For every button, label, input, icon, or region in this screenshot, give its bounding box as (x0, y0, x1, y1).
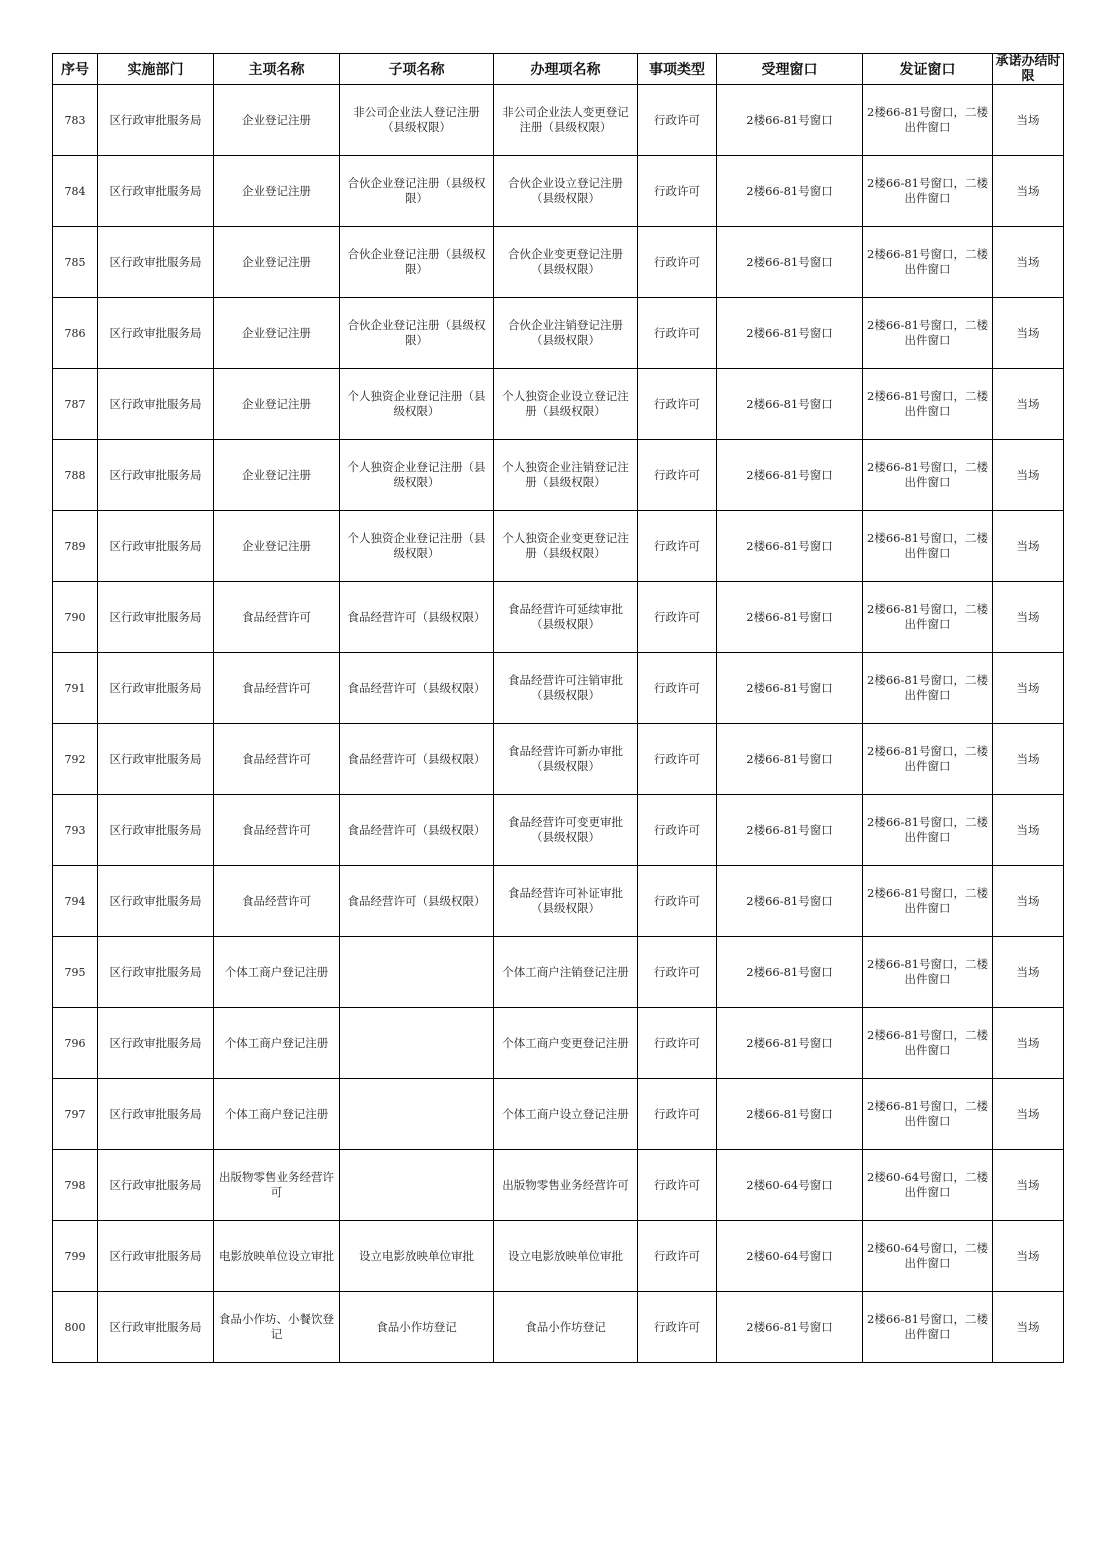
document-page (52, 53, 1063, 1363)
handling-item-cell: 食品经营许可新办审批（县级权限） (494, 724, 638, 795)
handling-item-cell: 合伙企业设立登记注册（县级权限） (494, 156, 638, 227)
department-cell: 区行政审批服务局 (98, 1079, 214, 1150)
handling-item-cell: 非公司企业法人变更登记注册（县级权限） (494, 85, 638, 156)
department-cell: 区行政审批服务局 (98, 227, 214, 298)
acceptance-window-cell: 2楼66-81号窗口 (717, 85, 863, 156)
issuing-window-cell: 2楼66-81号窗口，二楼出件窗口 (863, 795, 993, 866)
main-item-cell: 个体工商户登记注册 (214, 1079, 340, 1150)
department-cell: 区行政审批服务局 (98, 1008, 214, 1079)
acceptance-window-cell: 2楼66-81号窗口 (717, 582, 863, 653)
row-index-cell: 797 (53, 1079, 98, 1150)
main-item-cell: 企业登记注册 (214, 511, 340, 582)
department-cell: 区行政审批服务局 (98, 1292, 214, 1363)
row-index-cell: 783 (53, 85, 98, 156)
table-row (53, 298, 1064, 369)
time-limit-cell: 当场 (993, 156, 1064, 227)
row-index-cell: 792 (53, 724, 98, 795)
department-cell: 区行政审批服务局 (98, 653, 214, 724)
handling-item-cell: 个体工商户变更登记注册 (494, 1008, 638, 1079)
table-row (53, 1008, 1064, 1079)
issuing-window-cell: 2楼66-81号窗口，二楼出件窗口 (863, 440, 993, 511)
row-index-cell: 790 (53, 582, 98, 653)
sub-item-cell: 食品经营许可（县级权限） (340, 653, 494, 724)
table-row (53, 1292, 1064, 1363)
header-time-limit-label: 承诺办结时限 (995, 54, 1061, 84)
time-limit-cell: 当场 (993, 1292, 1064, 1363)
item-type-cell: 行政许可 (638, 1221, 717, 1292)
time-limit-cell: 当场 (993, 795, 1064, 866)
time-limit-cell: 当场 (993, 866, 1064, 937)
header-index: 序号 (53, 54, 98, 85)
sub-item-cell: 个人独资企业登记注册（县级权限） (340, 511, 494, 582)
time-limit-cell: 当场 (993, 653, 1064, 724)
acceptance-window-cell: 2楼60-64号窗口 (717, 1221, 863, 1292)
sub-item-cell: 非公司企业法人登记注册（县级权限） (340, 85, 494, 156)
row-index-cell: 791 (53, 653, 98, 724)
main-item-cell: 食品经营许可 (214, 724, 340, 795)
issuing-window-cell: 2楼66-81号窗口，二楼出件窗口 (863, 937, 993, 1008)
row-index-cell: 795 (53, 937, 98, 1008)
time-limit-cell: 当场 (993, 724, 1064, 795)
handling-item-cell: 设立电影放映单位审批 (494, 1221, 638, 1292)
sub-item-cell: 合伙企业登记注册（县级权限） (340, 298, 494, 369)
main-item-cell: 食品经营许可 (214, 653, 340, 724)
row-index-cell: 786 (53, 298, 98, 369)
time-limit-cell: 当场 (993, 298, 1064, 369)
department-cell: 区行政审批服务局 (98, 1221, 214, 1292)
department-cell: 区行政审批服务局 (98, 369, 214, 440)
acceptance-window-cell: 2楼60-64号窗口 (717, 1150, 863, 1221)
item-type-cell: 行政许可 (638, 298, 717, 369)
item-type-cell: 行政许可 (638, 937, 717, 1008)
department-cell: 区行政审批服务局 (98, 85, 214, 156)
table-row (53, 1150, 1064, 1221)
department-cell: 区行政审批服务局 (98, 298, 214, 369)
item-type-cell: 行政许可 (638, 1079, 717, 1150)
sub-item-cell: 食品经营许可（县级权限） (340, 866, 494, 937)
row-index-cell: 784 (53, 156, 98, 227)
issuing-window-cell: 2楼66-81号窗口，二楼出件窗口 (863, 866, 993, 937)
table-row (53, 156, 1064, 227)
issuing-window-cell: 2楼66-81号窗口，二楼出件窗口 (863, 582, 993, 653)
handling-item-cell: 合伙企业注销登记注册（县级权限） (494, 298, 638, 369)
header-handling-item: 办理项名称 (494, 54, 638, 85)
table-row (53, 937, 1064, 1008)
issuing-window-cell: 2楼66-81号窗口，二楼出件窗口 (863, 85, 993, 156)
issuing-window-cell: 2楼66-81号窗口，二楼出件窗口 (863, 653, 993, 724)
time-limit-cell: 当场 (993, 227, 1064, 298)
issuing-window-cell: 2楼60-64号窗口，二楼出件窗口 (863, 1221, 993, 1292)
item-type-cell: 行政许可 (638, 156, 717, 227)
issuing-window-cell: 2楼66-81号窗口，二楼出件窗口 (863, 156, 993, 227)
handling-item-cell: 食品经营许可补证审批（县级权限） (494, 866, 638, 937)
main-item-cell: 企业登记注册 (214, 298, 340, 369)
table-row (53, 1221, 1064, 1292)
row-index-cell: 787 (53, 369, 98, 440)
main-item-cell: 食品经营许可 (214, 866, 340, 937)
item-type-cell: 行政许可 (638, 369, 717, 440)
department-cell: 区行政审批服务局 (98, 795, 214, 866)
issuing-window-cell: 2楼60-64号窗口，二楼出件窗口 (863, 1150, 993, 1221)
issuing-window-cell: 2楼66-81号窗口，二楼出件窗口 (863, 369, 993, 440)
handling-item-cell: 食品经营许可变更审批（县级权限） (494, 795, 638, 866)
main-item-cell: 企业登记注册 (214, 156, 340, 227)
table-row (53, 85, 1064, 156)
row-index-cell: 785 (53, 227, 98, 298)
sub-item-cell: 设立电影放映单位审批 (340, 1221, 494, 1292)
acceptance-window-cell: 2楼66-81号窗口 (717, 866, 863, 937)
acceptance-window-cell: 2楼66-81号窗口 (717, 1292, 863, 1363)
main-item-cell: 食品经营许可 (214, 582, 340, 653)
row-index-cell: 798 (53, 1150, 98, 1221)
row-index-cell: 799 (53, 1221, 98, 1292)
acceptance-window-cell: 2楼66-81号窗口 (717, 511, 863, 582)
header-acceptance-window: 受理窗口 (717, 54, 863, 85)
acceptance-window-cell: 2楼66-81号窗口 (717, 1079, 863, 1150)
handling-item-cell: 个体工商户设立登记注册 (494, 1079, 638, 1150)
issuing-window-cell: 2楼66-81号窗口，二楼出件窗口 (863, 1292, 993, 1363)
item-type-cell: 行政许可 (638, 1150, 717, 1221)
item-type-cell: 行政许可 (638, 582, 717, 653)
item-type-cell: 行政许可 (638, 440, 717, 511)
acceptance-window-cell: 2楼66-81号窗口 (717, 369, 863, 440)
row-index-cell: 788 (53, 440, 98, 511)
main-item-cell: 食品小作坊、小餐饮登记 (214, 1292, 340, 1363)
main-item-cell: 企业登记注册 (214, 440, 340, 511)
sub-item-cell: 个人独资企业登记注册（县级权限） (340, 369, 494, 440)
handling-item-cell: 食品经营许可延续审批（县级权限） (494, 582, 638, 653)
department-cell: 区行政审批服务局 (98, 582, 214, 653)
department-cell: 区行政审批服务局 (98, 866, 214, 937)
table-row (53, 1079, 1064, 1150)
item-type-cell: 行政许可 (638, 227, 717, 298)
sub-item-cell (340, 1008, 494, 1079)
department-cell: 区行政审批服务局 (98, 937, 214, 1008)
sub-item-cell (340, 937, 494, 1008)
administrative-items-table (52, 53, 1064, 1363)
table-row (53, 653, 1064, 724)
item-type-cell: 行政许可 (638, 1008, 717, 1079)
issuing-window-cell: 2楼66-81号窗口，二楼出件窗口 (863, 227, 993, 298)
main-item-cell: 食品经营许可 (214, 795, 340, 866)
handling-item-cell: 个人独资企业设立登记注册（县级权限） (494, 369, 638, 440)
time-limit-cell: 当场 (993, 1150, 1064, 1221)
acceptance-window-cell: 2楼66-81号窗口 (717, 156, 863, 227)
issuing-window-cell: 2楼66-81号窗口，二楼出件窗口 (863, 1008, 993, 1079)
acceptance-window-cell: 2楼66-81号窗口 (717, 795, 863, 866)
time-limit-cell: 当场 (993, 1008, 1064, 1079)
sub-item-cell (340, 1150, 494, 1221)
header-issuing-window: 发证窗口 (863, 54, 993, 85)
sub-item-cell: 食品经营许可（县级权限） (340, 795, 494, 866)
issuing-window-cell: 2楼66-81号窗口，二楼出件窗口 (863, 298, 993, 369)
table-row (53, 866, 1064, 937)
time-limit-cell: 当场 (993, 582, 1064, 653)
department-cell: 区行政审批服务局 (98, 156, 214, 227)
handling-item-cell: 个人独资企业注销登记注册（县级权限） (494, 440, 638, 511)
table-row (53, 227, 1064, 298)
main-item-cell: 个体工商户登记注册 (214, 937, 340, 1008)
issuing-window-cell: 2楼66-81号窗口，二楼出件窗口 (863, 511, 993, 582)
header-department: 实施部门 (98, 54, 214, 85)
handling-item-cell: 合伙企业变更登记注册（县级权限） (494, 227, 638, 298)
table-row (53, 724, 1064, 795)
department-cell: 区行政审批服务局 (98, 511, 214, 582)
row-index-cell: 793 (53, 795, 98, 866)
item-type-cell: 行政许可 (638, 85, 717, 156)
time-limit-cell: 当场 (993, 511, 1064, 582)
acceptance-window-cell: 2楼66-81号窗口 (717, 724, 863, 795)
sub-item-cell: 合伙企业登记注册（县级权限） (340, 227, 494, 298)
header-sub-item: 子项名称 (340, 54, 494, 85)
department-cell: 区行政审批服务局 (98, 1150, 214, 1221)
issuing-window-cell: 2楼66-81号窗口，二楼出件窗口 (863, 1079, 993, 1150)
item-type-cell: 行政许可 (638, 653, 717, 724)
table-row (53, 582, 1064, 653)
table-row (53, 369, 1064, 440)
handling-item-cell: 个人独资企业变更登记注册（县级权限） (494, 511, 638, 582)
acceptance-window-cell: 2楼66-81号窗口 (717, 227, 863, 298)
table-row (53, 795, 1064, 866)
table-body (53, 85, 1064, 1363)
row-index-cell: 794 (53, 866, 98, 937)
item-type-cell: 行政许可 (638, 1292, 717, 1363)
acceptance-window-cell: 2楼66-81号窗口 (717, 1008, 863, 1079)
item-type-cell: 行政许可 (638, 795, 717, 866)
main-item-cell: 个体工商户登记注册 (214, 1008, 340, 1079)
main-item-cell: 出版物零售业务经营许可 (214, 1150, 340, 1221)
department-cell: 区行政审批服务局 (98, 440, 214, 511)
sub-item-cell: 合伙企业登记注册（县级权限） (340, 156, 494, 227)
row-index-cell: 789 (53, 511, 98, 582)
row-index-cell: 800 (53, 1292, 98, 1363)
time-limit-cell: 当场 (993, 369, 1064, 440)
time-limit-cell: 当场 (993, 440, 1064, 511)
acceptance-window-cell: 2楼66-81号窗口 (717, 298, 863, 369)
time-limit-cell: 当场 (993, 937, 1064, 1008)
main-item-cell: 电影放映单位设立审批 (214, 1221, 340, 1292)
table-row (53, 440, 1064, 511)
acceptance-window-cell: 2楼66-81号窗口 (717, 653, 863, 724)
item-type-cell: 行政许可 (638, 724, 717, 795)
table-header-row (53, 54, 1064, 85)
sub-item-cell: 个人独资企业登记注册（县级权限） (340, 440, 494, 511)
handling-item-cell: 食品经营许可注销审批（县级权限） (494, 653, 638, 724)
sub-item-cell (340, 1079, 494, 1150)
sub-item-cell: 食品经营许可（县级权限） (340, 724, 494, 795)
department-cell: 区行政审批服务局 (98, 724, 214, 795)
item-type-cell: 行政许可 (638, 511, 717, 582)
table-row (53, 511, 1064, 582)
acceptance-window-cell: 2楼66-81号窗口 (717, 440, 863, 511)
header-item-type: 事项类型 (638, 54, 717, 85)
handling-item-cell: 出版物零售业务经营许可 (494, 1150, 638, 1221)
row-index-cell: 796 (53, 1008, 98, 1079)
handling-item-cell: 食品小作坊登记 (494, 1292, 638, 1363)
main-item-cell: 企业登记注册 (214, 227, 340, 298)
header-time-limit (993, 54, 1064, 85)
sub-item-cell: 食品经营许可（县级权限） (340, 582, 494, 653)
item-type-cell: 行政许可 (638, 866, 717, 937)
acceptance-window-cell: 2楼66-81号窗口 (717, 937, 863, 1008)
issuing-window-cell: 2楼66-81号窗口，二楼出件窗口 (863, 724, 993, 795)
main-item-cell: 企业登记注册 (214, 85, 340, 156)
time-limit-cell: 当场 (993, 85, 1064, 156)
time-limit-cell: 当场 (993, 1079, 1064, 1150)
handling-item-cell: 个体工商户注销登记注册 (494, 937, 638, 1008)
main-item-cell: 企业登记注册 (214, 369, 340, 440)
header-main-item: 主项名称 (214, 54, 340, 85)
sub-item-cell: 食品小作坊登记 (340, 1292, 494, 1363)
time-limit-cell: 当场 (993, 1221, 1064, 1292)
